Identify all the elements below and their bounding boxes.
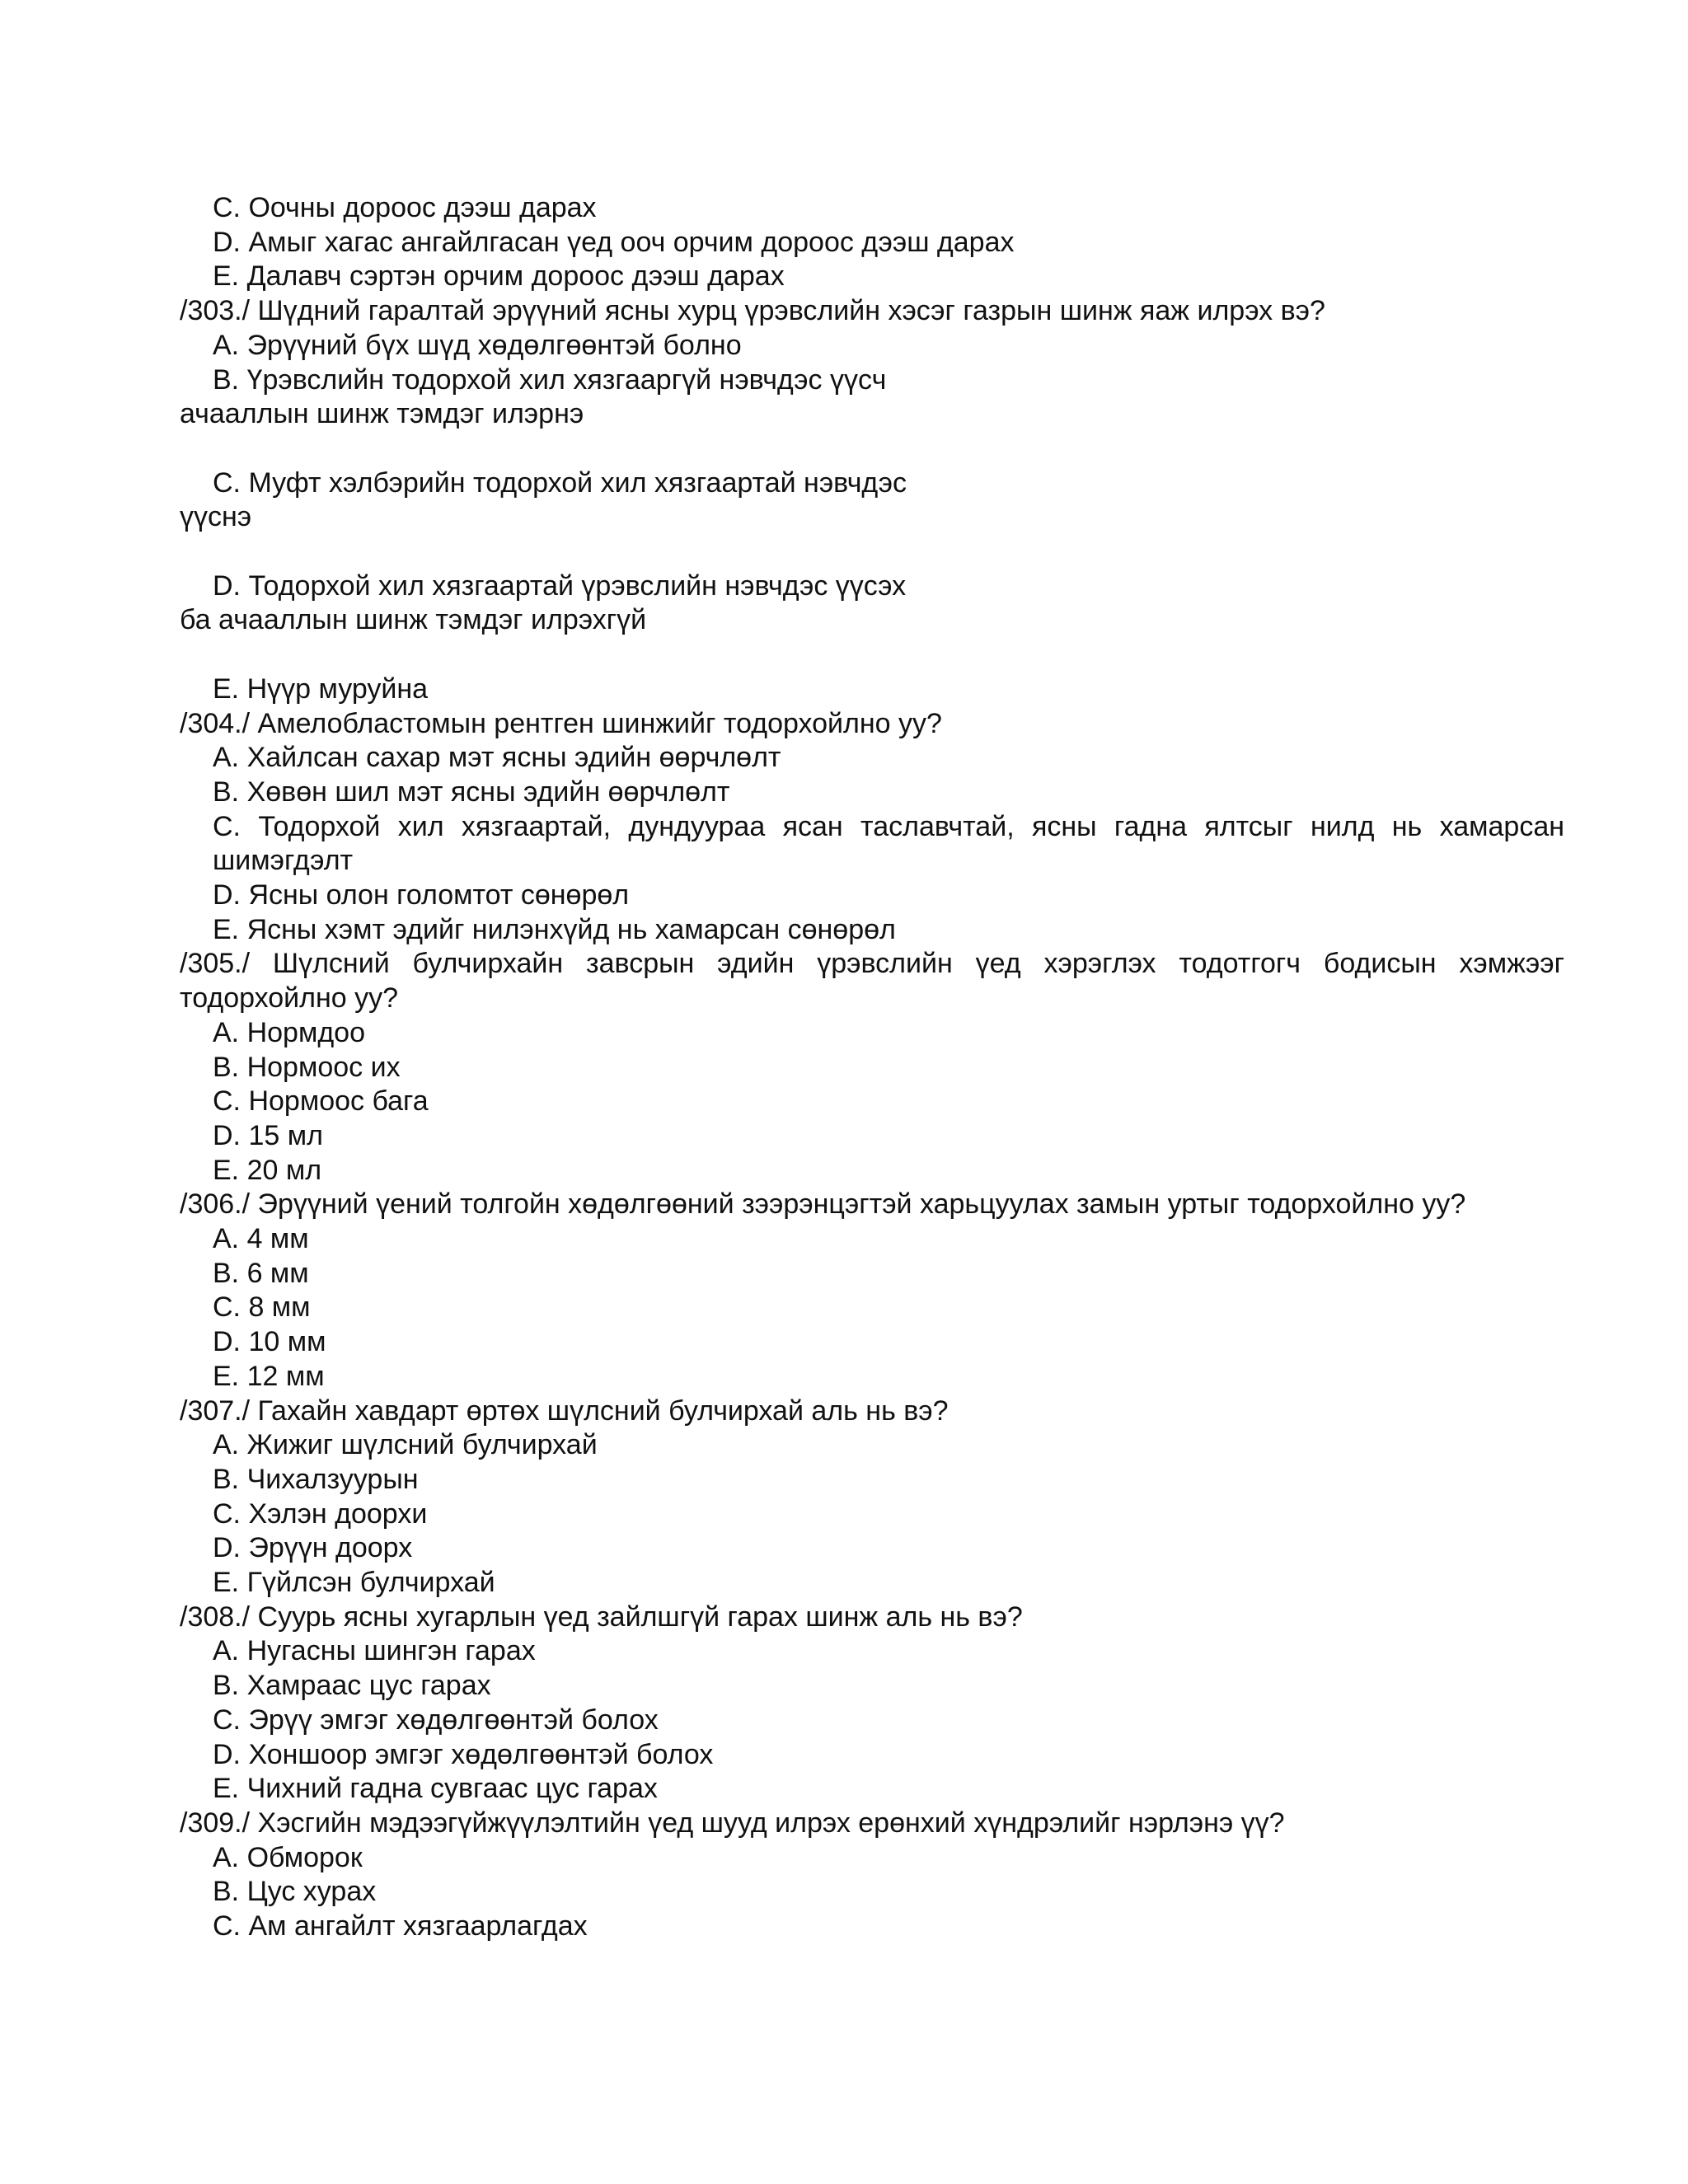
answer-option: C. Эрүү эмгэг хөдөлгөөнтэй болох — [213, 1704, 659, 1736]
question-304: /304./ Амелобластомын рентген шинжийг тодорхойлно уу? — [180, 707, 942, 739]
answer-option: E. Ясны хэмт эдийг нилэнхүйд нь хамарсан сөнөрөл — [213, 913, 896, 945]
answer-option: B. Хөвөн шил мэт ясны эдийн өөрчлөлт — [213, 776, 730, 808]
answer-option: E. Нүүр муруйна — [213, 673, 429, 705]
answer-option: A. Эрүүний бүх шүд хөдөлгөөнтэй болно — [213, 329, 742, 361]
answer-option: E. Чихний гадна сувгаас цус гарах — [213, 1773, 658, 1805]
answer-option: A. Обморок — [213, 1841, 363, 1873]
blank-line — [180, 638, 1564, 673]
answer-option: B. Чихалзуурын — [213, 1463, 419, 1495]
answer-option: D. Хоншоор эмгэг хөдөлгөөнтэй болох — [213, 1738, 714, 1770]
answer-option: A. Нугасны шингэн гарах — [213, 1635, 536, 1667]
answer-option: A. 4 мм — [213, 1223, 309, 1255]
answer-option: A. Хайлсан сахар мэт ясны эдийн өөрчлөлт — [213, 742, 781, 774]
answer-option: B. Цус хурах — [213, 1876, 377, 1908]
answer-option: E. 12 мм — [213, 1360, 325, 1392]
question-309: /309./ Хэсгийн мэдээгүйжүүлэлтийн үед шууд илрэх ерөнхий хүндрэлийг нэрлэнэ үү? — [180, 1807, 1285, 1839]
answer-option: D. 10 мм — [213, 1326, 326, 1358]
question-307: /307./ Гахайн хавдарт өртөх шүлсний булчирхай аль нь вэ? — [180, 1394, 949, 1427]
document-page — [180, 191, 1564, 1944]
answer-option: E. Гүйлсэн булчирхай — [213, 1567, 495, 1599]
answer-option-continuation: ба ачааллын шинж тэмдэг илрэхгүй — [180, 604, 647, 636]
answer-option: D. 15 мл — [213, 1119, 323, 1151]
answer-option: C. Ам ангайлт хязгаарлагдах — [213, 1910, 588, 1943]
answer-option: B. Нормоос их — [213, 1051, 401, 1083]
question-308: /308./ Суурь ясны хугарлын үед зайлшгүй гарах шинж аль нь вэ? — [180, 1601, 1023, 1633]
answer-option: E. 20 мл — [213, 1154, 322, 1186]
answer-option: D. Эрүүн доорх — [213, 1532, 413, 1564]
question-303: /303./ Шүдний гаралтай эрүүний ясны хурц үрэвслийн хэсэг газрын шинж яаж илрэх вэ? — [180, 295, 1325, 327]
answer-option: D. Тодорхой хил хязгаартай үрэвслийн нэвчдэс үүсэх — [213, 569, 907, 602]
answer-option: C. Хэлэн доорхи — [213, 1497, 428, 1530]
blank-line — [180, 432, 1564, 466]
answer-option: C. Тодорхой хил хязгаартай, дундуураа ясан таславчтай, ясны гадна ялтсыг нилд нь хамарсан шимэгдэлт — [213, 810, 1564, 877]
answer-option: C. Нормоос бага — [213, 1085, 429, 1118]
answer-option: B. 6 мм — [213, 1257, 309, 1289]
answer-option: D. Амыг хагас ангайлгасан үед ооч орчим дороос дээш дарах — [213, 226, 1015, 258]
answer-option: C. Муфт хэлбэрийн тодорхой хил хязгаартай нэвчдэс — [213, 466, 907, 499]
question-305: /305./ Шүлсний булчирхайн завсрын эдийн үрэвслийн үед хэрэглэх тодотгогч бодисын хэмжээг тодорхойлно уу? — [180, 948, 1564, 1015]
answer-option: D. Ясны олон голомтот сөнөрөл — [213, 879, 630, 912]
answer-option: C. Оочны дороос дээш дарах — [213, 192, 597, 223]
answer-option-continuation: үүснэ — [180, 501, 252, 533]
answer-option: B. Үрэвслийн тодорхой хил хязгааргүй нэвчдэс үүсч — [213, 363, 887, 396]
blank-line — [180, 535, 1564, 569]
question-306: /306./ Эрүүний үений толгойн хөдөлгөөний зээрэнцэгтэй харьцуулах замын уртыг тодорхойлно уу? — [180, 1188, 1466, 1221]
answer-option: A. Жижиг шүлсний булчирхай — [213, 1429, 598, 1461]
answer-option: A. Нормдоо — [213, 1016, 365, 1048]
answer-option: E. Далавч сэртэн орчим дороос дээш дарах — [213, 260, 785, 293]
answer-option-continuation: ачааллын шинж тэмдэг илэрнэ — [180, 398, 584, 430]
answer-option: B. Хамраас цус гарах — [213, 1670, 491, 1702]
answer-option: C. 8 мм — [213, 1291, 311, 1324]
